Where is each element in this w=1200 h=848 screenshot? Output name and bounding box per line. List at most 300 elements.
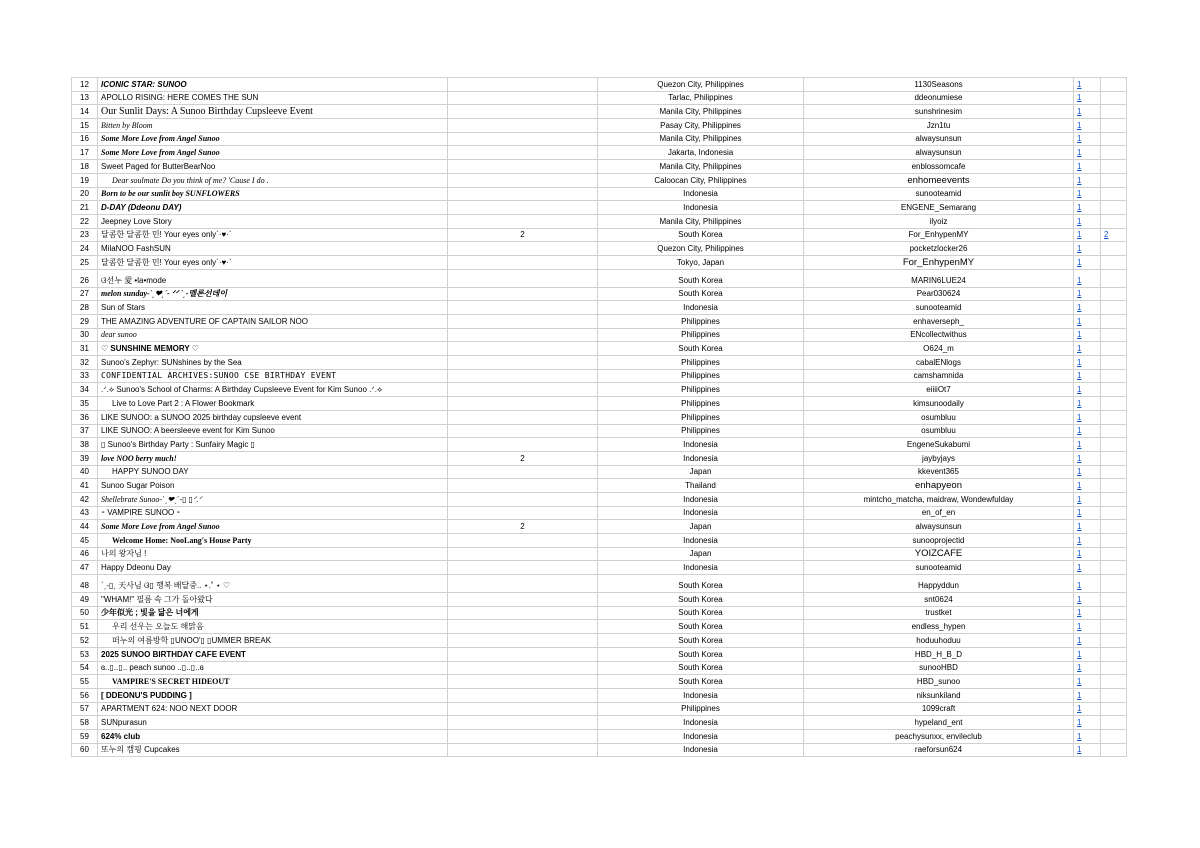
location-cell: Indonesia (598, 716, 804, 730)
event-name-cell: D-DAY (Ddeonu DAY) (98, 201, 448, 215)
table-row (72, 561, 1127, 575)
link2-cell (1101, 410, 1127, 424)
account-cell: niksunkiland (804, 688, 1074, 702)
link2-cell (1101, 575, 1127, 593)
link-cell (1074, 187, 1101, 201)
table-row (72, 716, 1127, 730)
link-cell (1074, 315, 1101, 329)
row-number-cell: 12 (72, 78, 98, 92)
extra-count-cell (448, 119, 598, 133)
link2-cell (1101, 78, 1127, 92)
link-cell (1074, 634, 1101, 648)
location-cell: Japan (598, 520, 804, 534)
extra-count-cell (448, 146, 598, 160)
row-number-cell: 57 (72, 702, 98, 716)
reference-link[interactable]: 1 (1077, 649, 1082, 659)
link2-cell (1101, 465, 1127, 479)
link2-cell (1101, 242, 1127, 256)
link-cell (1074, 743, 1101, 757)
account-cell: sunooteamid (804, 301, 1074, 315)
link-cell (1074, 479, 1101, 493)
reference-link[interactable]: 1 (1077, 717, 1082, 727)
reference-link[interactable]: 1 (1077, 120, 1082, 130)
event-table (71, 77, 1127, 757)
location-cell: South Korea (598, 606, 804, 620)
row-number-cell: 50 (72, 606, 98, 620)
extra-count-cell (448, 729, 598, 743)
table-row (72, 187, 1127, 201)
row-number-cell: 49 (72, 593, 98, 607)
table-row (72, 438, 1127, 452)
reference-link-2[interactable]: 2 (1104, 230, 1109, 240)
location-cell: Manila City, Philippines (598, 214, 804, 228)
link-cell (1074, 242, 1101, 256)
reference-link[interactable]: 1 (1077, 731, 1082, 741)
link-cell (1074, 369, 1101, 383)
link2-cell (1101, 160, 1127, 174)
location-cell: Philippines (598, 410, 804, 424)
row-number-cell: 24 (72, 242, 98, 256)
extra-count-cell (448, 187, 598, 201)
reference-link[interactable]: 1 (1077, 134, 1082, 144)
table-row (72, 383, 1127, 397)
location-cell: Indonesia (598, 451, 804, 465)
account-cell: camshamnida (804, 369, 1074, 383)
row-number-cell: 59 (72, 729, 98, 743)
reference-link[interactable]: 1 (1077, 289, 1082, 299)
link-cell (1074, 397, 1101, 411)
reference-link[interactable]: 1 (1077, 439, 1082, 449)
event-name-cell: APOLLO RISING: HERE COMES THE SUN (98, 91, 448, 105)
location-cell: Japan (598, 465, 804, 479)
event-name-cell: 달콤한 달콤한 민! Your eyes only`·♥·` (98, 228, 448, 242)
reference-link[interactable]: 1 (1077, 243, 1082, 253)
account-cell: sunooteamid (804, 561, 1074, 575)
row-number-cell: 27 (72, 287, 98, 301)
row-number-cell: 38 (72, 438, 98, 452)
reference-link[interactable]: 1 (1077, 230, 1082, 240)
link2-cell (1101, 520, 1127, 534)
row-number-cell: 45 (72, 534, 98, 548)
event-name-cell: Born to be our sunlit boy SUNFLOWERS (98, 187, 448, 201)
account-cell: For_EnhypenMY (804, 255, 1074, 269)
event-name-cell: 달콤한 달콤한 민! Your eyes only`·♥·` (98, 255, 448, 269)
extra-count-cell (448, 534, 598, 548)
row-number-cell: 36 (72, 410, 98, 424)
row-number-cell: 35 (72, 397, 98, 411)
location-cell: Philippines (598, 328, 804, 342)
row-number-cell: 16 (72, 132, 98, 146)
table-row (72, 328, 1127, 342)
extra-count-cell (448, 688, 598, 702)
link-cell (1074, 424, 1101, 438)
event-name-cell: 우리 선우는 오늘도 해맑음 (98, 620, 448, 634)
link2-cell (1101, 187, 1127, 201)
reference-link[interactable]: 1 (1077, 467, 1082, 477)
table-row (72, 315, 1127, 329)
table-row (72, 647, 1127, 661)
reference-link[interactable]: 1 (1077, 594, 1082, 604)
table-row (72, 287, 1127, 301)
account-cell: YOIZCAFE (804, 547, 1074, 561)
location-cell: Quezon City, Philippines (598, 242, 804, 256)
link-cell (1074, 620, 1101, 634)
table-row (72, 520, 1127, 534)
account-cell: hypeland_ent (804, 716, 1074, 730)
reference-link[interactable]: 1 (1077, 635, 1082, 645)
table-row (72, 160, 1127, 174)
event-name-cell: .ᐟ.⟡ Sunoo's School of Charms: A Birthday Cupsleeve Event for Kim Sunoo .ᐟ.⟡ (98, 383, 448, 397)
location-cell: Caloocan City, Philippines (598, 173, 804, 187)
location-cell: South Korea (598, 675, 804, 689)
location-cell: Jakarta, Indonesia (598, 146, 804, 160)
link-cell (1074, 91, 1101, 105)
location-cell: Tarlac, Philippines (598, 91, 804, 105)
event-name-cell: CONFIDENTIAL ARCHIVES:SUNOO CSE BIRTHDAY EVENT (98, 369, 448, 383)
account-cell: hoduuhoduu (804, 634, 1074, 648)
event-name-cell: 2025 SUNOO BIRTHDAY CAFE EVENT (98, 647, 448, 661)
extra-count-cell: 2 (448, 520, 598, 534)
reference-link[interactable]: 1 (1077, 412, 1082, 422)
row-number-cell: 22 (72, 214, 98, 228)
table-row (72, 91, 1127, 105)
table-row (72, 201, 1127, 215)
link-cell (1074, 688, 1101, 702)
account-cell: cabalENlogs (804, 356, 1074, 370)
link-cell (1074, 520, 1101, 534)
account-cell: pocketzlocker26 (804, 242, 1074, 256)
table-row (72, 397, 1127, 411)
link2-cell (1101, 561, 1127, 575)
extra-count-cell: 2 (448, 228, 598, 242)
extra-count-cell (448, 397, 598, 411)
reference-link[interactable]: 1 (1077, 549, 1082, 559)
account-cell: enhapyeon (804, 479, 1074, 493)
row-number-cell: 31 (72, 342, 98, 356)
link-cell (1074, 146, 1101, 160)
row-number-cell: 51 (72, 620, 98, 634)
extra-count-cell (448, 561, 598, 575)
row-number-cell: 21 (72, 201, 98, 215)
reference-link[interactable]: 1 (1077, 522, 1082, 531)
event-name-cell: Sunoo Sugar Poison (98, 479, 448, 493)
link2-cell (1101, 269, 1127, 287)
extra-count-cell (448, 328, 598, 342)
reference-link[interactable]: 1 (1077, 398, 1082, 408)
table-row (72, 342, 1127, 356)
location-cell: Indonesia (598, 743, 804, 757)
extra-count-cell (448, 743, 598, 757)
reference-link[interactable]: 1 (1077, 275, 1082, 285)
extra-count-cell (448, 269, 598, 287)
row-number-cell: 23 (72, 228, 98, 242)
event-name-cell: Some More Love from Angel Sunoo (98, 520, 448, 534)
table-row (72, 132, 1127, 146)
reference-link[interactable]: 1 (1077, 581, 1082, 591)
reference-link[interactable]: 1 (1077, 622, 1082, 632)
row-number-cell: 58 (72, 716, 98, 730)
account-cell: endless_hypen (804, 620, 1074, 634)
location-cell: Thailand (598, 479, 804, 493)
link2-cell (1101, 743, 1127, 757)
extra-count-cell (448, 342, 598, 356)
event-name-cell: Bitten by Bloom (98, 119, 448, 133)
reference-link[interactable]: 1 (1077, 344, 1082, 354)
location-cell: Indonesia (598, 187, 804, 201)
event-name-cell: ଓ선누 愛 •la•mode (98, 269, 448, 287)
row-number-cell: 25 (72, 255, 98, 269)
extra-count-cell (448, 593, 598, 607)
location-cell: Philippines (598, 315, 804, 329)
event-name-cell: ɞ..▯..▯.. peach sunoo ..▯..▯..ɞ (98, 661, 448, 675)
reference-link[interactable]: 1 (1077, 480, 1082, 490)
reference-link[interactable]: 1 (1077, 608, 1082, 618)
extra-count-cell (448, 675, 598, 689)
link-cell (1074, 214, 1101, 228)
row-number-cell: 54 (72, 661, 98, 675)
event-name-cell: 624% club (98, 729, 448, 743)
account-cell: 1130Seasons (804, 78, 1074, 92)
row-number-cell: 30 (72, 328, 98, 342)
extra-count-cell (448, 242, 598, 256)
account-cell: Pear030624 (804, 287, 1074, 301)
location-cell: South Korea (598, 269, 804, 287)
account-cell: ilyoiz (804, 214, 1074, 228)
row-number-cell: 34 (72, 383, 98, 397)
extra-count-cell (448, 173, 598, 187)
reference-link[interactable]: 1 (1077, 202, 1082, 212)
reference-link[interactable]: 1 (1077, 303, 1082, 312)
row-number-cell: 47 (72, 561, 98, 575)
reference-link[interactable]: 1 (1077, 107, 1082, 117)
link-cell (1074, 716, 1101, 730)
event-name-cell: Jeepney Love Story (98, 214, 448, 228)
extra-count-cell (448, 575, 598, 593)
event-name-cell: dear sunoo (98, 328, 448, 342)
account-cell: peachysunxx, envileclub (804, 729, 1074, 743)
link2-cell (1101, 397, 1127, 411)
event-name-cell: ˋˏ-▯ˎ 天사님 ଓ▯ 행복 배달중.. ⋆.˚ ⋆ ♡ (98, 575, 448, 593)
table-row (72, 593, 1127, 607)
extra-count-cell (448, 356, 598, 370)
link2-cell (1101, 201, 1127, 215)
extra-count-cell (448, 160, 598, 174)
reference-link[interactable]: 1 (1077, 494, 1082, 504)
event-name-cell: Happy Ddeonu Day (98, 561, 448, 575)
location-cell: Philippines (598, 702, 804, 716)
event-name-cell: LIKE SUNOO: A beersleeve event for Kim Sunoo (98, 424, 448, 438)
location-cell: Indonesia (598, 561, 804, 575)
location-cell: Philippines (598, 369, 804, 383)
account-cell: trustket (804, 606, 1074, 620)
account-cell: For_EnhypenMY (804, 228, 1074, 242)
table-row (72, 214, 1127, 228)
table-row (72, 410, 1127, 424)
link2-cell (1101, 716, 1127, 730)
location-cell: Philippines (598, 356, 804, 370)
account-cell: HBD_H_B_D (804, 647, 1074, 661)
event-name-cell: ♡ SUNSHINE MEMORY ♡ (98, 342, 448, 356)
reference-link[interactable]: 1 (1077, 161, 1082, 171)
link-cell (1074, 255, 1101, 269)
event-name-cell: Some More Love from Angel Sunoo (98, 146, 448, 160)
extra-count-cell (448, 702, 598, 716)
link-cell (1074, 328, 1101, 342)
row-number-cell: 42 (72, 492, 98, 506)
link2-cell (1101, 606, 1127, 620)
row-number-cell: 20 (72, 187, 98, 201)
reference-link[interactable]: 1 (1077, 257, 1082, 267)
reference-link[interactable]: 1 (1077, 663, 1082, 673)
reference-link[interactable]: 1 (1077, 93, 1082, 103)
event-name-cell: THE AMAZING ADVENTURE OF CAPTAIN SAILOR NOO (98, 315, 448, 329)
reference-link[interactable]: 1 (1077, 330, 1082, 340)
table-row (72, 369, 1127, 383)
reference-link[interactable]: 1 (1077, 385, 1082, 395)
reference-link[interactable]: 1 (1077, 508, 1082, 518)
location-cell: Indonesia (598, 729, 804, 743)
link-cell (1074, 547, 1101, 561)
link2-cell (1101, 369, 1127, 383)
link-cell (1074, 228, 1101, 242)
link2-cell (1101, 547, 1127, 561)
link-cell (1074, 492, 1101, 506)
reference-link[interactable]: 1 (1077, 371, 1082, 381)
reference-link[interactable]: 1 (1077, 357, 1082, 367)
event-name-cell: 少年似光 ; 빛을 닮은 너에게 (98, 606, 448, 620)
location-cell: South Korea (598, 287, 804, 301)
link-cell (1074, 606, 1101, 620)
location-cell: Philippines (598, 397, 804, 411)
table-row (72, 424, 1127, 438)
account-cell: kimsunoodaily (804, 397, 1074, 411)
reference-link[interactable]: 1 (1077, 316, 1082, 326)
link2-cell (1101, 702, 1127, 716)
link-cell (1074, 575, 1101, 593)
reference-link[interactable]: 1 (1077, 535, 1082, 545)
extra-count-cell (448, 647, 598, 661)
account-cell: raeforsun624 (804, 743, 1074, 757)
account-cell: EngeneSukabumi (804, 438, 1074, 452)
extra-count-cell (448, 465, 598, 479)
link-cell (1074, 105, 1101, 119)
extra-count-cell (448, 383, 598, 397)
account-cell: sunooHBD (804, 661, 1074, 675)
event-name-cell: Shellebrate Sunoo-ˋˏ❤ˎˊ-▯ ▯ᐟ.ᐟ (98, 492, 448, 506)
link2-cell (1101, 214, 1127, 228)
extra-count-cell (448, 301, 598, 315)
account-cell: osumbluu (804, 424, 1074, 438)
row-number-cell: 41 (72, 479, 98, 493)
table-row (72, 146, 1127, 160)
location-cell: Indonesia (598, 492, 804, 506)
table-row (72, 620, 1127, 634)
account-cell: MARIN6LUE24 (804, 269, 1074, 287)
row-number-cell: 14 (72, 105, 98, 119)
extra-count-cell (448, 410, 598, 424)
link-cell (1074, 675, 1101, 689)
event-name-cell: VAMPIRE'S SECRET HIDEOUT (98, 675, 448, 689)
link2-cell (1101, 287, 1127, 301)
link-cell (1074, 647, 1101, 661)
location-cell: Indonesia (598, 201, 804, 215)
link2-cell (1101, 119, 1127, 133)
reference-link[interactable]: 1 (1077, 216, 1082, 226)
reference-link[interactable]: 1 (1077, 79, 1082, 89)
account-cell: jaybyjays (804, 451, 1074, 465)
table-row (72, 451, 1127, 465)
link2-cell (1101, 647, 1127, 661)
extra-count-cell (448, 716, 598, 730)
extra-count-cell (448, 214, 598, 228)
reference-link[interactable]: 1 (1077, 745, 1082, 755)
account-cell: kkevent365 (804, 465, 1074, 479)
link2-cell (1101, 146, 1127, 160)
table-row (72, 173, 1127, 187)
link2-cell (1101, 173, 1127, 187)
link-cell (1074, 661, 1101, 675)
link-cell (1074, 160, 1101, 174)
table-body (72, 78, 1127, 757)
reference-link[interactable]: 1 (1077, 148, 1082, 158)
account-cell: snt0624 (804, 593, 1074, 607)
extra-count-cell (448, 105, 598, 119)
reference-link[interactable]: 1 (1077, 189, 1082, 199)
table-row (72, 702, 1127, 716)
table-row (72, 119, 1127, 133)
location-cell: Quezon City, Philippines (598, 78, 804, 92)
event-name-cell: HAPPY SUNOO DAY (98, 465, 448, 479)
extra-count-cell (448, 492, 598, 506)
table-row (72, 356, 1127, 370)
location-cell: South Korea (598, 342, 804, 356)
reference-link[interactable]: 1 (1077, 690, 1082, 700)
extra-count-cell (448, 479, 598, 493)
table-row (72, 506, 1127, 520)
table-row (72, 492, 1127, 506)
row-number-cell: 53 (72, 647, 98, 661)
table-row (72, 269, 1127, 287)
row-number-cell: 40 (72, 465, 98, 479)
reference-link[interactable]: 1 (1077, 175, 1082, 185)
table-row (72, 606, 1127, 620)
link-cell (1074, 119, 1101, 133)
reference-link[interactable]: 1 (1077, 676, 1082, 686)
account-cell: O624_m (804, 342, 1074, 356)
reference-link[interactable]: 1 (1077, 426, 1082, 436)
row-number-cell: 44 (72, 520, 98, 534)
link2-cell (1101, 451, 1127, 465)
event-name-cell: MilaNOO FashSUN (98, 242, 448, 256)
extra-count-cell (448, 201, 598, 215)
link2-cell (1101, 661, 1127, 675)
link-cell (1074, 301, 1101, 315)
row-number-cell: 13 (72, 91, 98, 105)
row-number-cell: 29 (72, 315, 98, 329)
reference-link[interactable]: 1 (1077, 563, 1082, 573)
link-cell (1074, 465, 1101, 479)
reference-link[interactable]: 1 (1077, 453, 1082, 463)
link2-cell (1101, 593, 1127, 607)
link-cell (1074, 534, 1101, 548)
account-cell: enhomeevents (804, 173, 1074, 187)
row-number-cell: 28 (72, 301, 98, 315)
extra-count-cell (448, 506, 598, 520)
reference-link[interactable]: 1 (1077, 704, 1082, 714)
account-cell: ddeonumiese (804, 91, 1074, 105)
account-cell: mintcho_matcha, maidraw, Wondewfulday (804, 492, 1074, 506)
event-name-cell: Sweet Paged for ButterBearNoo (98, 160, 448, 174)
